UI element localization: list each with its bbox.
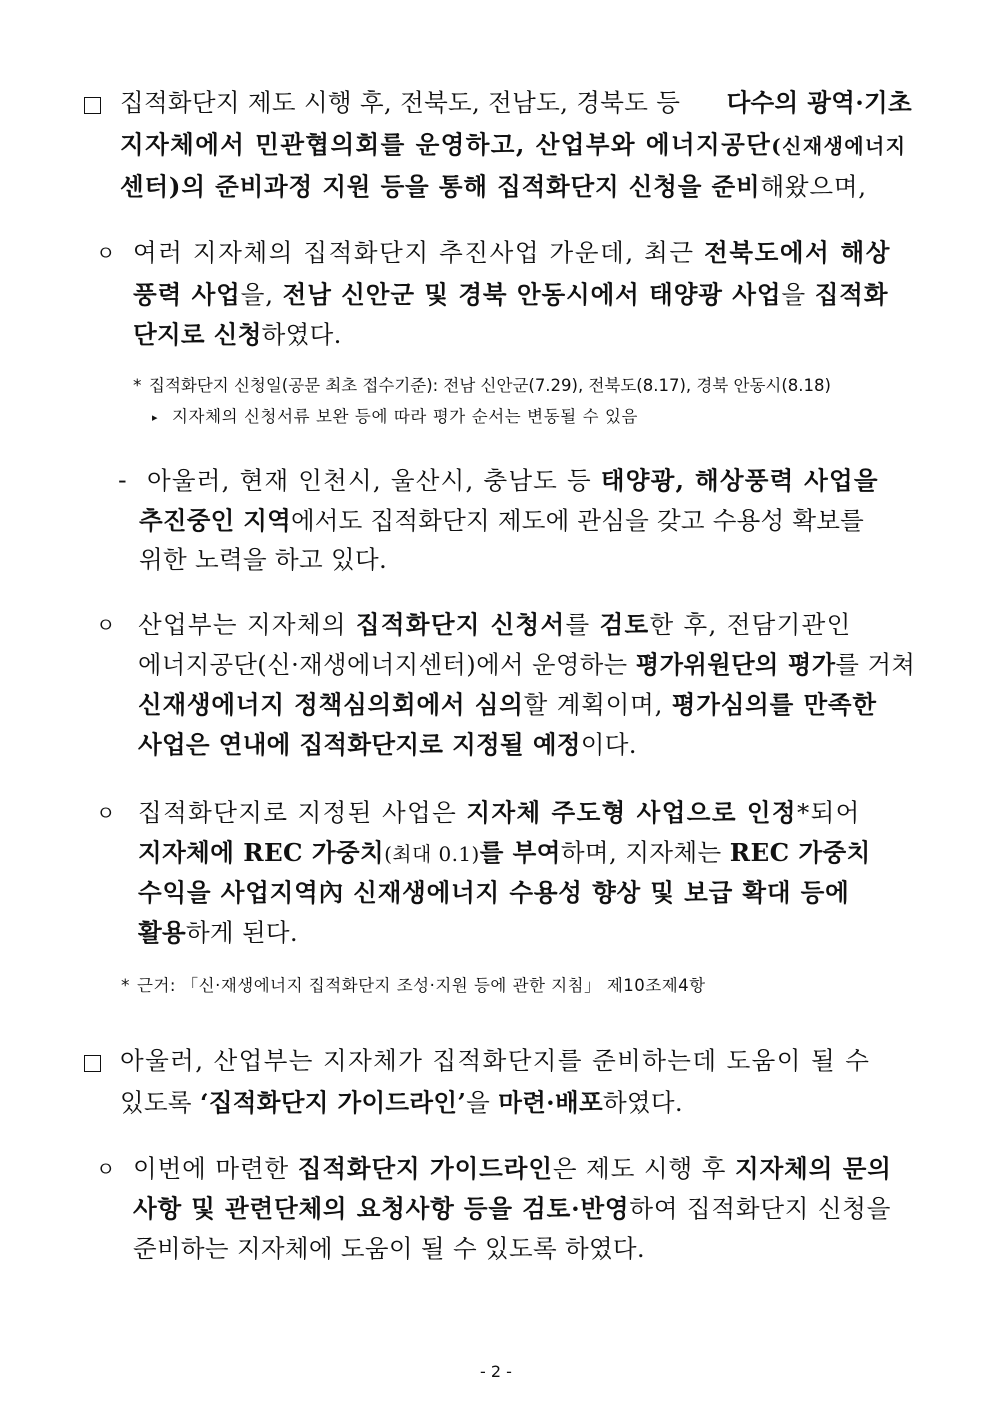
triangle-bullet-icon: ▸: [152, 411, 158, 424]
s4-l1-e: 한 후, 전담기관인: [649, 610, 852, 639]
s4-l4-b: 이다.: [580, 730, 637, 759]
circle-bullet-icon: ㅇ: [96, 613, 116, 637]
s7-l1-d: 지자체의 문의: [735, 1154, 892, 1183]
s6-l2-b: ‘집적화단지 가이드라인’: [200, 1088, 467, 1117]
s3-line-1: [147, 466, 879, 496]
s2-l2-bold-a: 풍력 사업: [133, 280, 241, 309]
s5-line-3: 수익을 사업지역內 신재생에너지 수용성 향상 및 보급 확대 등에: [138, 878, 850, 907]
s4-l1-a: 산업부는 지자체의: [138, 610, 356, 639]
s1-l2-small: (신재생에너지: [771, 134, 907, 158]
s2-l3-bold: 단지로 신청: [133, 320, 262, 349]
s7-l2-a: 사항 및 관련단체의 요청사항 등을 검토·반영: [133, 1194, 630, 1223]
s2-l1-bold: 전북도에서 해상: [704, 238, 892, 267]
s4-l2-a: 에너지공단(신·재생에너지센터)에서 운영하는: [138, 650, 636, 679]
s3-line-2: [139, 506, 864, 536]
s4-l3-a: 신재생에너지 정책심의회에서 심의: [138, 690, 524, 719]
s1-l3-bold: 센터)의 준비과정 지원 등을 통해 집적화단지 신청을 준비: [120, 172, 761, 201]
s7-l2-b: 하여 집적화단지 신청을: [629, 1194, 892, 1223]
s5-l2-d: 하며, 지자체는: [560, 838, 730, 867]
s1-l1-normal: 집적화단지 제도 시행 후, 전북도, 전남도, 경북도 등: [120, 88, 681, 117]
s1-line-2: [120, 130, 912, 161]
s5-l2-e: REC 가중치: [729, 838, 871, 867]
s3-line-3: 위한 노력을 하고 있다.: [139, 545, 388, 574]
note2-text: 근거: 「신·재생에너지 집적화단지 조성·지원 등에 관한 지침」 제10조제4항: [137, 976, 706, 995]
s6-l2-c: 을: [466, 1088, 499, 1117]
s5-line-2: [138, 838, 871, 869]
s2-l2-bold-e: 집적화: [814, 280, 889, 309]
s1-l3-normal: 해왔으며,: [760, 172, 867, 201]
s4-l2-b: 평가위원단의 평가: [635, 650, 836, 679]
checkbox-bullet-icon: [84, 1055, 101, 1072]
s5-line-1: [138, 798, 861, 828]
s5-l1-c: *되어: [796, 798, 861, 827]
note1-text: 집적화단지 신청일(공문 최초 접수기준): 전남 신안군(7.29), 전북도(8.17), 경북 안동시(8.18): [149, 376, 831, 395]
s7-line-3: 준비하는 지자체에 도움이 될 수 있도록 하였다.: [133, 1234, 645, 1263]
s6-l2-e: 하였다.: [602, 1088, 683, 1117]
s5-l4-b: 하게 된다.: [185, 918, 298, 947]
s6-l2-a: 있도록: [120, 1088, 200, 1117]
note1-subtext: 지자체의 신청서류 보완 등에 따라 평가 순서는 변동될 수 있음: [172, 407, 639, 426]
s4-line-4: [138, 730, 637, 760]
s3-l2-bold: 추진중인 지역: [139, 506, 291, 535]
circle-bullet-icon: ㅇ: [96, 1157, 116, 1181]
circle-bullet-icon: ㅇ: [96, 241, 116, 265]
s3-l1-bold: 태양광, 해상풍력 사업을: [600, 466, 879, 495]
s2-l3-normal: 하였다.: [261, 320, 342, 349]
s7-l1-b: 집적화단지 가이드라인: [297, 1154, 553, 1183]
s4-line-3: [138, 690, 877, 720]
s4-line-2: [138, 650, 915, 680]
s5-l1-a: 집적화단지로 지정된 사업은: [138, 798, 467, 827]
s5-l2-a: 지자체에 REC 가중치: [138, 838, 385, 867]
s7-line-2: [133, 1194, 891, 1224]
s4-l1-d: 검토: [599, 610, 650, 639]
s4-l3-b: 할 계획이며,: [523, 690, 672, 719]
s1-line-1: [120, 88, 912, 118]
s3-l1-normal: 아울러, 현재 인천시, 울산시, 충남도 등: [147, 466, 601, 495]
s7-l1-c: 은 제도 시행 후: [552, 1154, 736, 1183]
checkbox-bullet-icon: [84, 97, 101, 114]
s4-line-1: [138, 610, 852, 640]
s7-line-1: [133, 1154, 892, 1184]
s2-l1-normal: 여러 지자체의 집적화단지 추진사업 가운데, 최근: [133, 238, 705, 267]
s7-l1-a: 이번에 마련한: [133, 1154, 298, 1183]
s2-l2-normal-b: 을,: [240, 280, 283, 309]
s1-l2-bold: 지자체에서 민관협의회를 운영하고, 산업부와 에너지공단: [120, 130, 772, 159]
s3-l2-normal: 에서도 집적화단지 제도에 관심을 갖고 수용성 확보를: [290, 506, 864, 535]
s4-l3-c: 평가심의를 만족한: [671, 690, 877, 719]
s2-l2-normal-d: 을: [781, 280, 815, 309]
s6-l2-d: 마련·배포: [498, 1088, 603, 1117]
s2-line-2: [133, 280, 888, 310]
s2-line-3: [133, 320, 342, 350]
asterisk-note-icon: *: [133, 376, 142, 396]
s5-line-4: [138, 918, 298, 948]
s4-l4-a: 사업은 연내에 집적화단지로 지정될 예정: [138, 730, 581, 759]
s1-line-3: [120, 172, 912, 202]
dash-bullet-icon: -: [118, 466, 127, 494]
s5-l2-c: 를 부여: [479, 838, 561, 867]
s2-line-1: [133, 238, 891, 268]
s5-l4-a: 활용: [138, 918, 186, 947]
s1-l1-bold: 다수의 광역·기초: [726, 88, 912, 117]
s5-l1-b: 지자체 주도형 사업으로 인정: [466, 798, 797, 827]
s4-l1-c: 를: [565, 610, 600, 639]
s5-l2-b: (최대 0.1): [384, 842, 480, 866]
s4-l2-c: 를 거쳐: [835, 650, 916, 679]
page-number: - 2 -: [480, 1362, 512, 1381]
s6-line-1: 아울러, 산업부는 지자체가 집적화단지를 준비하는데 도움이 될 수: [120, 1046, 871, 1075]
circle-bullet-icon: ㅇ: [96, 801, 116, 825]
s4-l1-b: 집적화단지 신청서: [355, 610, 566, 639]
s6-line-2: [120, 1088, 683, 1118]
s2-l2-bold-c: 전남 신안군 및 경북 안동시에서 태양광 사업: [282, 280, 782, 309]
asterisk-note-icon: *: [121, 976, 130, 996]
